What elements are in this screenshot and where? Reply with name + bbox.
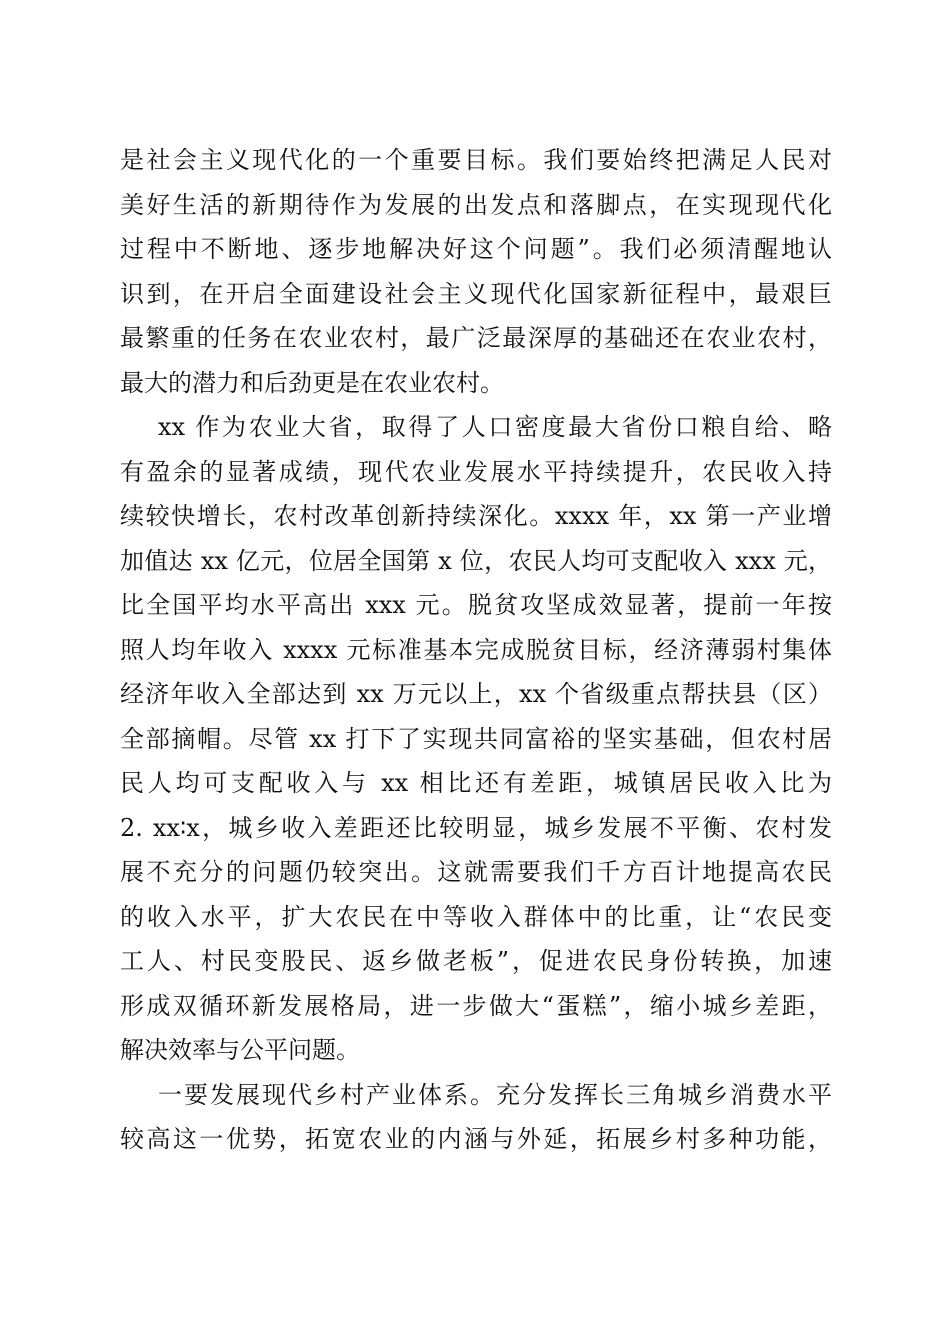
text-line: 经济年收入全部达到 xx 万元以上，xx 个省级重点帮扶县（区） <box>120 680 832 708</box>
text-line: 最大的潜力和后劲更是在农业农村。 <box>120 368 504 397</box>
text-line: 识到，在开启全面建设社会主义现代化国家新征程中，最艰巨 <box>120 279 832 308</box>
text-line: 过程中不断地、逐步地解决好这个问题”。我们必须清醒地认 <box>120 235 832 263</box>
text-line: 较高这一优势，拓宽农业的内涵与外延，拓展乡村多种功能， <box>120 1125 832 1153</box>
text-line: 最繁重的任务在农业农村，最广泛最深厚的基础还在农业农村， <box>120 324 832 352</box>
paragraph-3 <box>120 1073 832 1162</box>
text-line: 的收入水平，扩大农民在中等收入群体中的比重，让“农民变 <box>120 902 832 931</box>
text-line: 加值达 xx 亿元，位居全国第 x 位，农民人均可支配收入 xxx 元， <box>120 546 832 575</box>
text-line: 续较快增长，农村改革创新持续深化。xxxx 年，xx 第一产业增 <box>120 502 832 530</box>
text-line: 解决效率与公平问题。 <box>120 1036 360 1064</box>
text-line: 是社会主义现代化的一个重要目标。我们要始终把满足人民对 <box>120 146 832 174</box>
text-line: 全部摘帽。尽管 xx 打下了实现共同富裕的坚实基础，但农村居 <box>120 724 832 753</box>
text-line: 工人、村民变股民、返乡做老板”，促进农民身份转换，加速 <box>120 947 832 975</box>
text-line: 比全国平均水平高出 xxx 元。脱贫攻坚成效显著，提前一年按 <box>120 591 832 619</box>
document-body <box>120 138 832 1162</box>
text-line: xx 作为农业大省，取得了人口密度最大省份口粮自给、略 <box>158 413 832 441</box>
text-line: 民人均可支配收入与 xx 相比还有差距，城镇居民收入比为 <box>120 769 832 797</box>
text-line: 一要发展现代乡村产业体系。充分发挥长三角城乡消费水平 <box>158 1080 832 1109</box>
text-line: 有盈余的显著成绩，现代农业发展水平持续提升，农民收入持 <box>120 457 832 486</box>
text-line: 展不充分的问题仍较突出。这就需要我们千方百计地提高农民 <box>120 858 832 886</box>
text-line: 照人均年收入 xxxx 元标准基本完成脱贫目标，经济薄弱村集体 <box>120 635 832 664</box>
text-line: 形成双循环新发展格局，进一步做大“蛋糕”，缩小城乡差距， <box>120 991 832 1020</box>
text-line: 2. xx∶x，城乡收入差距还比较明显，城乡发展不平衡、农村发 <box>120 813 832 842</box>
paragraph-2 <box>120 405 832 1073</box>
text-line: 美好生活的新期待作为发展的出发点和落脚点，在实现现代化 <box>120 190 832 219</box>
paragraph-1 <box>120 138 832 405</box>
